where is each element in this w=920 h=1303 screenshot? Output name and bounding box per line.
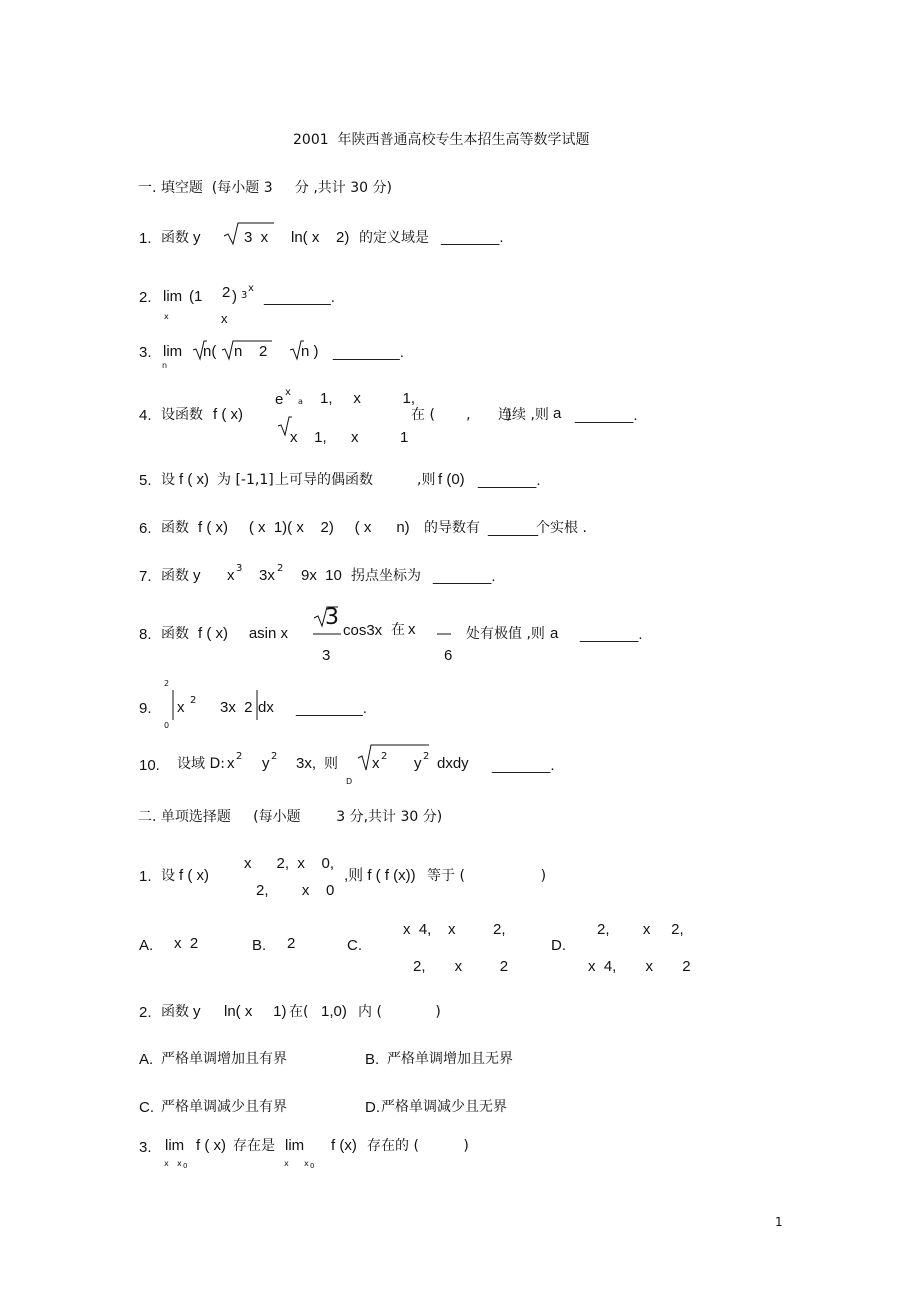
limit-subscript: n [162, 361, 168, 370]
question-number: 10. [139, 757, 160, 774]
section-header-fill-in: 一. 填空题 (每小题 3 分 ,共计 30 分) [138, 180, 392, 196]
math-var: x [372, 755, 380, 772]
question-text: 处有极值 ,则 [466, 626, 545, 642]
math-term: dxdy [437, 755, 469, 772]
question-text: 设 [161, 472, 175, 488]
exponent: 2 [381, 751, 388, 762]
math-expr: n( [203, 343, 217, 360]
question-text: 设函数 [161, 407, 203, 423]
question-text: 个实根 . [536, 520, 587, 536]
math-var: y [193, 229, 201, 246]
math-expr: n 2 [234, 343, 268, 360]
limit-subscript: 0 [310, 1162, 315, 1170]
option-label-b: B. [365, 1051, 380, 1068]
piecewise-row-1: x 2, x 0, [244, 855, 335, 872]
piecewise-row-2: 2, x 0 [256, 882, 335, 899]
option-value-b: 严格单调增加且无界 [387, 1051, 513, 1067]
option-value-c-row-1: x 4, x 2, [403, 921, 506, 938]
exponent: x [248, 283, 254, 294]
fraction-bar-icon [437, 633, 451, 635]
question-text: 设 [161, 868, 175, 884]
region-subscript: D [346, 777, 353, 786]
limit-subscript: x [164, 1159, 169, 1168]
limit-subscript: x [177, 1159, 182, 1168]
math-var: y [262, 755, 270, 772]
math-term: 3x 2 [220, 699, 253, 716]
question-number: 3. [139, 344, 152, 361]
math-term: dx [258, 699, 274, 716]
answer-blank: _______. [580, 626, 643, 643]
question-text: 内 ( ) [358, 1004, 441, 1020]
math-var: x [408, 621, 416, 638]
subscript: a [298, 397, 303, 406]
math-expr: f (0) [438, 471, 465, 488]
option-label-a: A. [139, 937, 154, 954]
exponent: 2 [277, 563, 284, 574]
option-value-a: 严格单调增加且有界 [161, 1051, 287, 1067]
math-expr: f ( x) [179, 867, 209, 884]
question-text: 函数 [161, 230, 189, 246]
math-expr: f (x) [331, 1137, 357, 1154]
exponent: 2 [271, 751, 278, 762]
question-text: 则 [324, 756, 338, 772]
question-text: 的导数有 [424, 520, 480, 536]
option-value-a: x 2 [174, 935, 199, 952]
math-var: y [193, 1003, 201, 1020]
exponent: 2 [236, 751, 243, 762]
piecewise-row-2: x [351, 429, 359, 446]
math-var: a [553, 405, 562, 422]
exponent: 3 [241, 290, 248, 301]
answer-blank: ________. [296, 700, 367, 717]
limit-subscript: 0 [183, 1162, 188, 1170]
question-text: 等于 ( ) [427, 868, 547, 884]
option-label-b: B. [252, 937, 267, 954]
question-text: ,则 f ( f (x)) [344, 867, 416, 884]
question-text: 函数 [161, 520, 189, 536]
math-var: y [193, 567, 201, 584]
question-text: ,则 [417, 472, 436, 488]
question-text: 连续 ,则 [498, 407, 549, 423]
question-text: 设域 D: [177, 756, 225, 772]
question-text: 在 [391, 622, 405, 638]
option-label-d: D. [551, 937, 566, 954]
math-expr: f ( x) [213, 406, 243, 423]
option-label-c: C. [139, 1099, 154, 1116]
lim-symbol: lim [163, 343, 183, 360]
math-var: e [275, 391, 284, 408]
limit-subscript: x [304, 1159, 309, 1168]
math-term: 9x 10 [301, 567, 342, 584]
question-number: 5. [139, 472, 152, 489]
question-text: 在( [289, 1004, 309, 1020]
limit-subscript: x [284, 1159, 289, 1168]
math-radicand: 3 [325, 605, 339, 630]
math-expr: (1 [189, 288, 203, 305]
math-term: x [227, 567, 235, 584]
math-var: y [414, 755, 422, 772]
option-value-d-row-2: x 4, x 2 [588, 958, 691, 975]
answer-blank: _______. [575, 407, 638, 424]
lim-symbol: lim [285, 1137, 305, 1154]
answer-blank: _______. [492, 757, 555, 774]
question-text: 在 ( , ) [411, 407, 512, 423]
question-text: 函数 [161, 568, 189, 584]
absolute-bar-icon [172, 690, 174, 720]
question-text: 为 [-1,1] [217, 472, 274, 488]
answer-blank: ________. [264, 289, 335, 306]
integral-lower-limit: 0 [164, 721, 170, 730]
limit-subscript: x [164, 312, 169, 321]
question-text: 存在是 [233, 1138, 275, 1154]
option-label-a: A. [139, 1051, 154, 1068]
option-label-c: C. [347, 937, 362, 954]
question-number: 1. [139, 230, 152, 247]
answer-blank: ______ [488, 520, 539, 537]
math-radicand: 3 x [244, 229, 269, 246]
fraction-denominator: 6 [444, 647, 453, 664]
answer-blank: ________. [333, 344, 404, 361]
math-term: 3x [259, 567, 275, 584]
question-number: 2. [139, 1004, 152, 1021]
math-expr: f ( x) asin x [198, 625, 289, 642]
exponent: 3 [236, 563, 243, 574]
page-title: 2001 年陕西普通高校专生本招生高等数学试题 [293, 132, 590, 148]
question-text: 上可导的偶函数 [275, 472, 373, 488]
option-label-d: D. [365, 1099, 380, 1116]
math-expr: n ) [301, 343, 319, 360]
math-var: x [227, 755, 235, 772]
math-expr: ln( x 1) [224, 1003, 287, 1020]
piecewise-row-1: 1, x 1, [320, 390, 416, 407]
integral-upper-limit: 2 [164, 679, 170, 688]
option-value-c-row-2: 2, x 2 [413, 958, 509, 975]
answer-blank: _______. [433, 568, 496, 585]
exponent: 2 [190, 695, 197, 706]
exponent: x [285, 387, 291, 398]
question-text: 函数 [161, 626, 189, 642]
question-text: 函数 [161, 1004, 189, 1020]
option-value-d-row-1: 2, x 2, [597, 921, 684, 938]
question-number: 9. [139, 700, 152, 717]
lim-symbol: lim [163, 288, 183, 305]
question-number: 2. [139, 289, 152, 306]
question-number: 7. [139, 568, 152, 585]
question-number: 4. [139, 407, 152, 424]
piecewise-row-2: 1 [400, 429, 409, 446]
option-value-b: 2 [287, 935, 296, 952]
question-number: 3. [139, 1139, 152, 1156]
math-expr: ) [232, 288, 237, 305]
question-text: 的定义域是 [359, 230, 429, 246]
fraction-numerator: 2 [222, 284, 231, 301]
question-number: 1. [139, 868, 152, 885]
math-expr: 1,0) [321, 1003, 347, 1020]
math-expr: f ( x) [179, 471, 209, 488]
fraction-denominator: 3 [322, 647, 331, 664]
answer-blank: _______. [478, 472, 541, 489]
question-number: 6. [139, 520, 152, 537]
question-text: 存在的 ( ) [367, 1138, 469, 1154]
math-var: x [177, 699, 185, 716]
question-number: 8. [139, 626, 152, 643]
math-term: 3x, [296, 755, 317, 772]
exponent: 2 [423, 751, 430, 762]
option-value-d: 严格单调减少且无界 [381, 1099, 507, 1115]
math-var: a [550, 625, 559, 642]
math-expr: f ( x) ( x 1)( x 2) ( x n) [198, 519, 410, 536]
page-number: 1 [775, 1215, 783, 1229]
question-text: 拐点坐标为 [351, 568, 421, 584]
math-expr: ln( x 2) [291, 229, 350, 246]
math-expr: f ( x) [196, 1137, 226, 1154]
section-header-multiple-choice: 二. 单项选择题 (每小题 3 分,共计 30 分) [138, 809, 443, 825]
fraction-denominator: x [221, 311, 228, 326]
option-value-c: 严格单调减少且有界 [161, 1099, 287, 1115]
piecewise-row-2: x 1, [290, 429, 327, 446]
lim-symbol: lim [165, 1137, 185, 1154]
answer-blank: _______. [441, 229, 504, 246]
fraction-bar-icon [313, 633, 341, 635]
math-expr: cos3x [343, 622, 383, 639]
